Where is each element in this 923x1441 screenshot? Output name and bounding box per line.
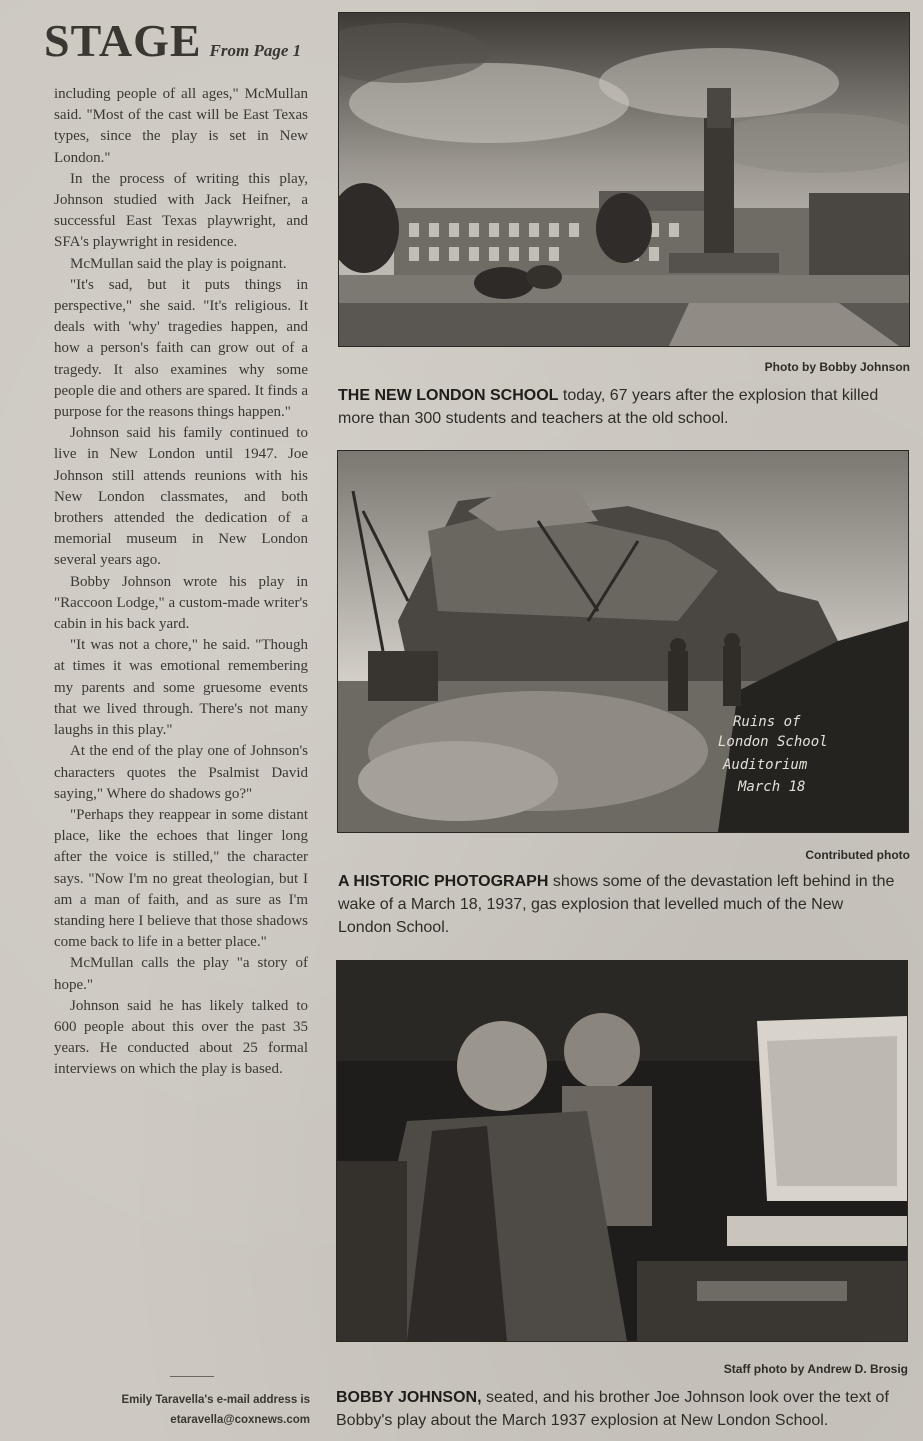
inscription-line: Auditorium — [723, 757, 808, 773]
caption-text: seated, and his brother Joe Johnson look over the text of Bobby's play about the March 1937 explosion at New London School. — [336, 1389, 889, 1429]
article-paragraph: Johnson said he has likely talked to 600 people about this over the past 35 years. He conducted about 25 formal interviews on which the play is based. — [54, 997, 308, 1078]
caption-lead: A HISTORIC PHOTOGRAPH — [338, 873, 549, 890]
article-paragraph: McMullan said the play is poignant. — [70, 255, 287, 272]
headline-word: STAGE — [44, 15, 202, 66]
article-paragraph: "It was not a chore," he said. "Though at times it was emotional remembering my parents and some gruesome events that we lived through. There's not many laughs in this play." — [54, 637, 308, 739]
inscription-line: March 18 — [738, 779, 806, 795]
author-email-note — [100, 1390, 310, 1430]
johnson-brothers-photo — [336, 960, 908, 1342]
photo-caption — [338, 870, 898, 939]
inscription-line: London School — [718, 734, 828, 750]
caption-lead: THE NEW LONDON SCHOOL — [338, 387, 559, 404]
article-paragraph: "It's sad, but it puts things in perspective," she said. "It's religious. It deals with 'why' tragedies happen, and how a person's faith can grow out of a tragedy. It also examines why some people die and others are spared. It finds a purpose for the reasons things happen." — [54, 276, 308, 421]
article-body — [54, 84, 308, 1081]
article-paragraph: In the process of writing this play, Johnson studied with Jack Heifner, a successful East Texas playwright, and SFA's playwright in residence. — [54, 170, 308, 251]
photo-credit: Photo by Bobby Johnson — [764, 360, 910, 374]
school-today-photo — [338, 12, 910, 347]
article-paragraph: including people of all ages," McMullan said. "Most of the cast will be East Texas types, since the play is set in New London." — [54, 86, 308, 166]
photo-caption — [336, 1386, 906, 1432]
jump-line: From Page 1 — [209, 41, 302, 60]
email-address: etaravella@coxnews.com — [170, 1414, 310, 1426]
article-paragraph: Bobby Johnson wrote his play in "Raccoon Lodge," a custom-made writer's cabin in his back yard. — [54, 573, 308, 633]
caption-text: shows some of the devastation left behind in the wake of a March 18, 1937, gas explosion that levelled much of the New London School. — [338, 873, 895, 936]
photo-caption — [338, 384, 908, 430]
inscription-line: Ruins of — [733, 714, 801, 730]
article-paragraph: Johnson said his family continued to live in New London until 1947. Joe Johnson still attends reunions with his New London classmates, and both brothers attended the dedication of a memorial museum in New London several years ago. — [54, 425, 308, 569]
historic-ruins-photo — [337, 450, 909, 833]
photo-credit: Contributed photo — [805, 848, 910, 862]
caption-text: today, 67 years after the explosion that killed more than 300 students and teachers at the old school. — [338, 387, 879, 427]
article-paragraph: At the end of the play one of Johnson's characters quotes the Psalmist David saying," Where do shadows go?" — [54, 743, 308, 802]
article-paragraph: "Perhaps they reappear in some distant place, like the echoes that linger long after the voice is stilled," the character says. "Now I'm no great theologian, but I am a man of faith, and as sure as I'm standing here I believe that those shadows come back to life in a better place." — [54, 806, 308, 951]
section-headline — [44, 14, 314, 67]
email-note-line: Emily Taravella's e-mail address is — [121, 1394, 310, 1406]
photo-credit: Staff photo by Andrew D. Brosig — [723, 1362, 908, 1376]
caption-lead: BOBBY JOHNSON, — [336, 1389, 482, 1406]
divider — [170, 1376, 214, 1377]
article-paragraph: McMullan calls the play "a story of hope." — [54, 955, 308, 993]
